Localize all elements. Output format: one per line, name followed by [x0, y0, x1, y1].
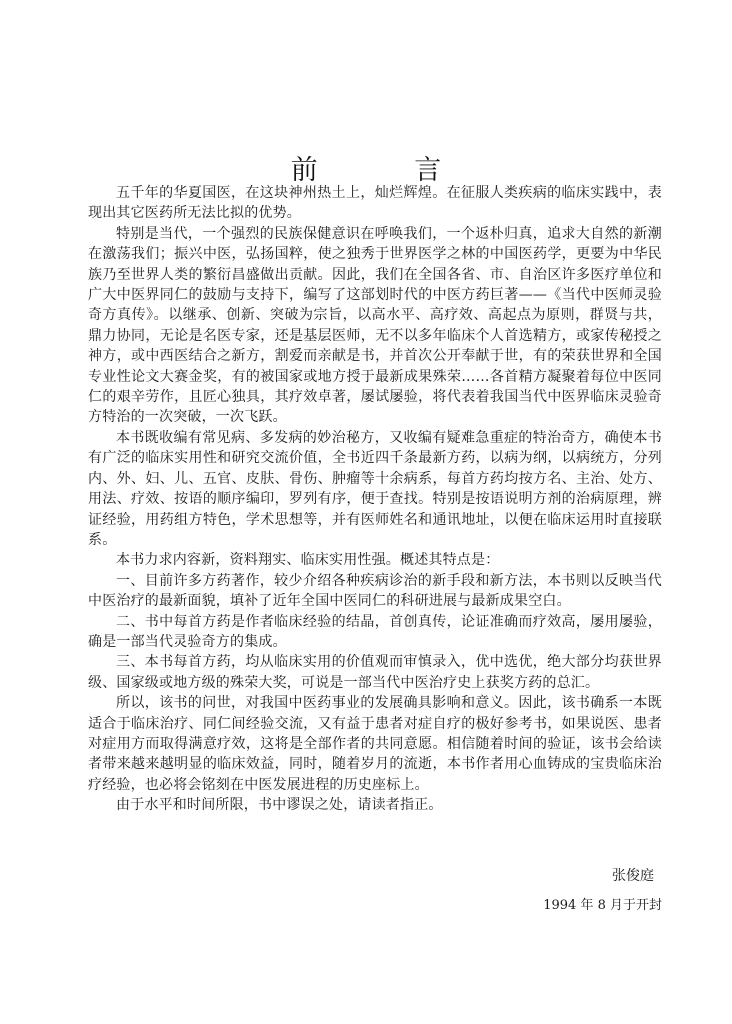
paragraph-feature-1: 一、目前许多方药著作，较少介绍各种疾病诊治的新手段和新方法，本书则以反映当代中医治疗的最新面貌，填补了近年全国中医同仁的科研进展与最新成果空白。	[88, 572, 662, 610]
paragraph-significance: 所以，该书的问世，对我国中医药事业的发展确具影响和意义。因此，该书确系一本既适合于临床治疗、同仁间经验交流，又有益于患者对症自疗的极好参考书，如果说医、患者对症用方而取得满意疗效，这将是全部作者的共同意愿。相信随着时间的验证，该书会给读者带来越来越明显的临床效益，同时，随着岁月的流逝，本书作者用心血铸成的宝贵临床治疗经验，也必将会铭刻在中医发展进程的历史座标上。	[88, 695, 662, 793]
paragraph-feature-3: 三、本书每首方药，均从临床实用的价值观而审慎录入，优中选优，绝大部分均获世界级、国家级或地方级的殊荣大奖，可说是一部当代中医治疗史上获奖方药的总汇。	[88, 654, 662, 691]
preface-body	[88, 183, 662, 816]
paragraph-contents: 本书既收编有常见病、多发病的妙治秘方，又收编有疑难急重症的特治奇方，确使本书有广泛的临床实用性和研究交流价值，全书近四千条最新方药，以病为纲，以病统方，分列内、外、妇、儿、五官、皮肤、骨伤、肿瘤等十余病系，每首方药均按方名、主治、处方、用法、疗效、按语的顺序编印，罗列有序，便于查找。特别是按语说明方剂的治病原理，辨证经验，用药组方特色，学术思想等，并有医师姓名和通讯地址，以便在临床运用时直接联系。	[88, 429, 662, 548]
paragraph-intro: 五千年的华夏国医，在这块神州热土上，灿烂辉煌。在征服人类疾病的临床实践中，表现出其它医药所无法比拟的优势。	[88, 185, 662, 222]
paragraph-feature-2: 二、书中每首方药是作者临床经验的结晶，首创真传，论证准确而疗效高，屡用屡验，确是一部当代灵验奇方的集成。	[88, 613, 662, 650]
paragraph-closing: 由于水平和时间所限，书中谬误之处，请读者指正。	[116, 797, 443, 814]
date-place-line: 1994 年 8 月于开封	[543, 898, 662, 913]
paragraph-contemporary: 特别是当代，一个强烈的民族保健意识在呼唤我们，一个返朴归真，追求大自然的新潮在激荡我们；振兴中医，弘扬国粹，使之独秀于世界医学之林的中国医药学，更要为中华民族乃至世界人类的繁衍昌盛做出贡献。因此，我们在全国各省、市、自治区许多医疗单位和广大中医界同仁的鼓励与支持下，编写了这部划时代的中医方药巨著——《当代中医师灵验奇方真传》。以继承、创新、突破为宗旨，以高水平、高疗效、高起点为原则，群贤与共，鼎力协同，无论是名医专家，还是基层医师，无不以多年临床个人首选精方，或家传秘授之神方，或中西医结合之新方，割爱而亲献是书，并首次公开奉献于世，有的荣获世界和全国专业性论文大赛金奖，有的被国家或地方授于最新成果殊荣……各首精方凝聚着每位中医同仁的艰辛劳作，且匠心独具，其疗效卓著，屡试屡验，将代表着我国当代中医界临床灵验奇方特治的一次突破，一次飞跃。	[88, 225, 662, 426]
preface-title: 前 言	[290, 155, 486, 186]
paragraph-features-intro: 本书力求内容新，资料翔实、临床实用性强。概述其特点是：	[116, 552, 500, 569]
author-signature: 张俊庭	[612, 868, 654, 884]
